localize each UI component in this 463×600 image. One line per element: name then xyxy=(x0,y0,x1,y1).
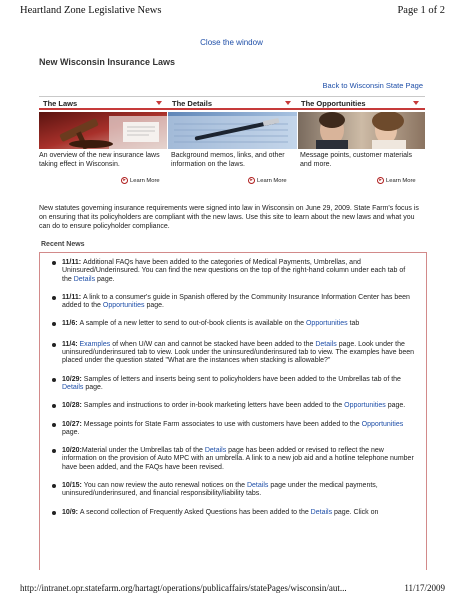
news-item xyxy=(50,421,416,438)
learn-more-label: Learn More xyxy=(386,177,416,184)
news-link-examples[interactable]: Examples xyxy=(79,340,111,348)
news-date: 10/9: xyxy=(62,508,80,516)
news-text: page. xyxy=(385,402,406,410)
details-banner-image xyxy=(168,112,297,149)
news-text: Additional FAQs have been added to the categories of Medical Payments, Umbrellas, and Uninsured/Underinsured. You can find the new questions on the top of the right-hand column under each tab of the xyxy=(62,259,406,283)
tab-the-details-label: The Details xyxy=(172,99,213,108)
page-title: New Wisconsin Insurance Laws xyxy=(39,57,175,67)
news-text: You can now review the auto renewal notices on the xyxy=(83,482,247,490)
tab-bar xyxy=(39,96,425,110)
bullet-icon xyxy=(52,343,56,347)
news-link-details[interactable]: Details xyxy=(310,508,333,516)
bullet-icon xyxy=(52,404,56,408)
news-date: 10/28: xyxy=(62,402,84,410)
news-text: page. xyxy=(83,383,103,391)
news-date: 11/6: xyxy=(62,320,80,328)
news-text: A sample of a new letter to send to out-of-book clients is available on the xyxy=(79,320,306,328)
news-link-opportunities[interactable]: Opportunities xyxy=(361,420,404,428)
news-date: 11/11: xyxy=(62,293,84,301)
news-item xyxy=(50,376,416,393)
bullet-icon xyxy=(52,322,56,326)
news-text: Material under the Umbrellas tab of the xyxy=(81,447,205,455)
back-to-state-page-link[interactable]: Back to Wisconsin State Page xyxy=(322,81,423,90)
details-description: Background memos, links, and other information on the laws. xyxy=(171,152,285,168)
print-footer-url: http://intranet.opr.statefarm.org/hartagt/operations/publicaffairs/statePages/wisconsin/aut... xyxy=(20,583,347,593)
news-text: A link to a consumer's guide in Spanish offered by the Community Insurance Information Center has been added to the xyxy=(62,293,410,310)
news-date: 10/15: xyxy=(62,482,84,490)
tab-the-opportunities-label: The Opportunities xyxy=(301,99,366,108)
news-item xyxy=(50,320,416,328)
news-text: page. xyxy=(144,302,164,310)
news-text: A second collection of Frequently Asked Questions has been added to the xyxy=(79,508,311,516)
laws-description: An overview of the new insurance laws taking effect in Wisconsin. xyxy=(39,152,160,168)
news-link-opportunities[interactable]: Opportunities xyxy=(102,302,145,310)
news-link-details[interactable]: Details xyxy=(246,482,269,490)
news-item xyxy=(50,294,416,311)
news-link-opportunities[interactable]: Opportunities xyxy=(305,320,348,328)
print-footer xyxy=(20,583,445,595)
print-header xyxy=(20,5,445,19)
bullet-icon xyxy=(52,423,56,427)
chevron-down-icon xyxy=(156,101,162,105)
news-link-details[interactable]: Details xyxy=(315,340,337,348)
news-date: 10/27: xyxy=(62,420,84,428)
bullet-icon xyxy=(52,449,56,453)
news-item xyxy=(50,341,416,366)
news-item xyxy=(50,402,416,410)
bullet-icon xyxy=(52,511,56,515)
chevron-down-icon xyxy=(413,101,419,105)
learn-more-label: Learn More xyxy=(130,177,160,184)
bullet-icon xyxy=(52,378,56,382)
news-text: page. Look under the uninsured/underinsured tab to view. Look under the uninsured/underinsured tab to view. The examples have been placed under the question stated "What are the instances when stacking is allowable?" xyxy=(62,340,415,365)
tab-the-details[interactable] xyxy=(168,97,297,109)
news-item xyxy=(50,447,416,472)
news-date: 11/11: xyxy=(62,259,84,266)
news-list xyxy=(50,259,416,527)
chevron-down-icon xyxy=(285,101,291,105)
news-text: page. xyxy=(95,275,115,283)
news-text: tab xyxy=(347,320,360,328)
bullet-icon xyxy=(52,261,56,265)
opportunities-description: Message points, customer materials and more. xyxy=(300,152,413,168)
arrow-right-icon: ▸ xyxy=(377,177,384,184)
intro-paragraph: New statutes governing insurance requirements were signed into law in Wisconsin on June 29, 2009. State Farm's focus is on ensuring that its policyholders are compliant with the new laws. Use this site to learn about the new laws and what you can do to ensure policyholder compliance. xyxy=(39,205,419,230)
news-text: page under the medical payments, uninsured/underinsured, and financial responsibility/liability tabs. xyxy=(62,482,378,498)
news-date: 10/29: xyxy=(62,375,84,383)
news-text: Message points for State Farm associates to use with customers have been added to the xyxy=(83,420,362,428)
opportunities-banner-image xyxy=(298,112,425,149)
news-text: page. xyxy=(62,428,80,436)
print-header-title: Heartland Zone Legislative News xyxy=(20,5,162,16)
details-learn-more-link[interactable] xyxy=(248,177,287,184)
news-link-details[interactable]: Details xyxy=(62,383,84,391)
news-link-opportunities[interactable]: Opportunities xyxy=(344,402,386,410)
learn-more-label: Learn More xyxy=(257,177,287,184)
news-text: page has been added or revised to reflect the new information on the provision of Auto MPC with an umbrella. A link to a new job aid and a hotline telephone number have been added, and the FAQs have been revised. xyxy=(62,447,414,471)
print-header-page: Page 1 of 2 xyxy=(397,5,445,16)
news-item xyxy=(50,482,416,499)
news-text: of when U/W can and cannot be stacked have been added to the xyxy=(110,340,316,348)
recent-news-heading: Recent News xyxy=(41,241,85,248)
news-date: 10/20: xyxy=(62,447,82,455)
news-link-details[interactable]: Details xyxy=(73,275,96,283)
print-footer-date: 11/17/2009 xyxy=(404,583,445,593)
tab-the-laws-label: The Laws xyxy=(43,99,78,108)
news-text: Samples of letters and inserts being sent to policyholders have been added to the Umbrellas tab of the xyxy=(83,375,401,383)
arrow-right-icon: ▸ xyxy=(121,177,128,184)
laws-learn-more-link[interactable] xyxy=(121,177,160,184)
news-text: Samples and instructions to order in-book marketing letters have been added to the xyxy=(83,402,345,410)
news-text: page. Click on xyxy=(332,508,379,516)
news-date: 11/4: xyxy=(62,340,80,348)
opportunities-learn-more-link[interactable] xyxy=(377,177,416,184)
news-item xyxy=(50,259,416,284)
tab-the-laws[interactable] xyxy=(39,97,168,109)
news-item xyxy=(50,509,416,517)
tab-the-opportunities[interactable] xyxy=(297,97,425,109)
bullet-icon xyxy=(52,484,56,488)
arrow-right-icon: ▸ xyxy=(248,177,255,184)
close-window-link[interactable]: Close the window xyxy=(200,38,263,47)
news-link-details[interactable]: Details xyxy=(204,447,227,455)
laws-banner-image xyxy=(39,112,167,149)
bullet-icon xyxy=(52,296,56,300)
recent-news-box xyxy=(39,252,427,570)
